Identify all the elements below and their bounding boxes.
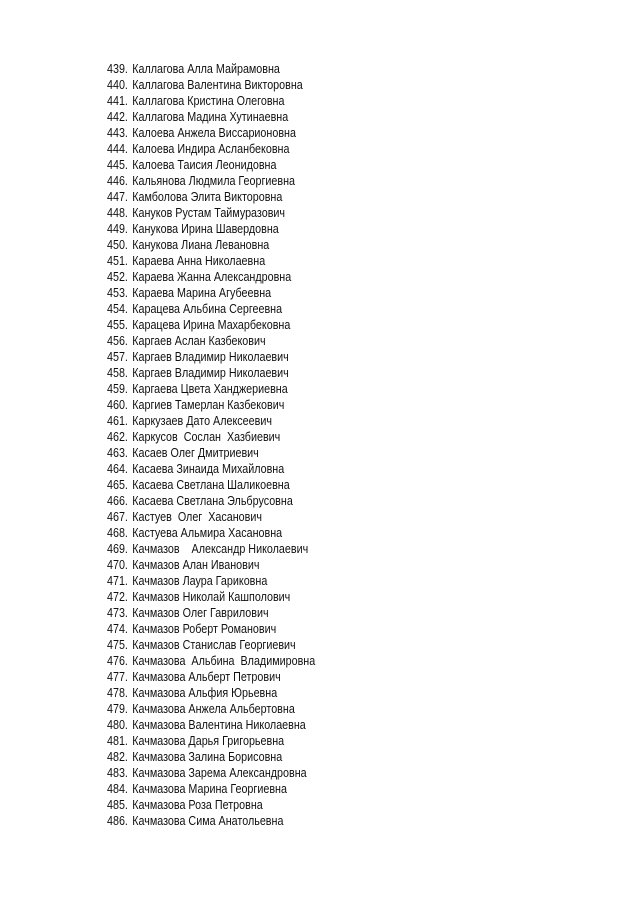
entry-number: 473. — [107, 606, 128, 620]
entry-number: 481. — [107, 734, 128, 748]
entry-full-name: Качмазова Анжела Альбертовна — [132, 702, 295, 716]
entry-number: 462. — [107, 430, 128, 444]
list-item — [107, 413, 315, 429]
list-item — [107, 717, 315, 733]
list-item — [107, 93, 315, 109]
entry-number: 467. — [107, 510, 128, 524]
entry-number: 479. — [107, 702, 128, 716]
entry-full-name: Караева Марина Агубеевна — [132, 286, 272, 300]
entry-full-name: Качмазова Зарема Александровна — [132, 766, 307, 780]
list-item — [107, 397, 315, 413]
list-item — [107, 157, 315, 173]
list-item — [107, 589, 315, 605]
entry-full-name: Кальянова Людмила Георгиевна — [132, 174, 296, 188]
entry-number: 477. — [107, 670, 128, 684]
entry-number: 466. — [107, 494, 128, 508]
entry-full-name: Качмазова Дарья Григорьевна — [132, 734, 285, 748]
entry-full-name: Каргаев Владимир Николаевич — [132, 366, 289, 380]
entry-full-name: Каргаев Владимир Николаевич — [132, 350, 289, 364]
list-item — [107, 285, 315, 301]
entry-number: 439. — [107, 62, 128, 76]
entry-full-name: Качмазова Альберт Петрович — [132, 670, 281, 684]
entry-full-name: Касаев Олег Дмитриевич — [132, 446, 259, 460]
entry-full-name: Калоева Анжела Виссарионовна — [132, 126, 296, 140]
list-item — [107, 109, 315, 125]
entry-number: 456. — [107, 334, 128, 348]
entry-full-name: Каллагова Мадина Хутинаевна — [132, 110, 289, 124]
list-item — [107, 173, 315, 189]
entry-number: 450. — [107, 238, 128, 252]
list-item — [107, 253, 315, 269]
list-item — [107, 509, 315, 525]
entry-number: 449. — [107, 222, 128, 236]
entry-full-name: Качмазов Николай Кашполович — [132, 590, 291, 604]
name-list — [107, 61, 349, 829]
entry-full-name: Качмазова Альбина Владимировна — [132, 654, 316, 668]
entry-full-name: Качмазов Лаура Гариковна — [132, 574, 268, 588]
entry-full-name: Качмазова Альфия Юрьевна — [132, 686, 278, 700]
entry-full-name: Калоева Индира Асланбековна — [132, 142, 290, 156]
list-item — [107, 813, 315, 829]
entry-number: 486. — [107, 814, 128, 828]
entry-full-name: Канукова Лиана Левановна — [132, 238, 270, 252]
entry-full-name: Камболова Элита Викторовна — [132, 190, 283, 204]
list-item — [107, 77, 315, 93]
entry-number: 465. — [107, 478, 128, 492]
entry-full-name: Качмазова Залина Борисовна — [132, 750, 283, 764]
entry-full-name: Касаева Светлана Эльбрусовна — [132, 494, 293, 508]
list-item — [107, 605, 315, 621]
entry-number: 448. — [107, 206, 128, 220]
entry-number: 454. — [107, 302, 128, 316]
entry-full-name: Каллагова Валентина Викторовна — [132, 78, 303, 92]
list-item — [107, 429, 315, 445]
entry-number: 443. — [107, 126, 128, 140]
entry-full-name: Качмазова Роза Петровна — [132, 798, 263, 812]
entry-full-name: Караева Анна Николаевна — [132, 254, 266, 268]
entry-number: 461. — [107, 414, 128, 428]
list-item — [107, 685, 315, 701]
entry-full-name: Каркусов Сослан Хазбиевич — [132, 430, 281, 444]
entry-full-name: Караева Жанна Александровна — [132, 270, 292, 284]
list-item — [107, 141, 315, 157]
entry-number: 468. — [107, 526, 128, 540]
list-item — [107, 573, 315, 589]
entry-number: 444. — [107, 142, 128, 156]
entry-number: 446. — [107, 174, 128, 188]
entry-number: 452. — [107, 270, 128, 284]
entry-number: 478. — [107, 686, 128, 700]
list-item — [107, 61, 315, 77]
entry-number: 482. — [107, 750, 128, 764]
entry-full-name: Карацева Ирина Махарбековна — [132, 318, 291, 332]
entry-number: 464. — [107, 462, 128, 476]
list-item — [107, 125, 315, 141]
entry-number: 453. — [107, 286, 128, 300]
entry-number: 455. — [107, 318, 128, 332]
entry-full-name: Касаева Зинаида Михайловна — [132, 462, 285, 476]
list-item — [107, 205, 315, 221]
entry-full-name: Канукова Ирина Шавердовна — [132, 222, 279, 236]
list-item — [107, 237, 315, 253]
entry-number: 463. — [107, 446, 128, 460]
entry-full-name: Калоева Таисия Леонидовна — [132, 158, 277, 172]
entry-full-name: Кастуева Альмира Хасановна — [132, 526, 283, 540]
entry-full-name: Каргаев Аслан Казбекович — [132, 334, 266, 348]
entry-number: 483. — [107, 766, 128, 780]
entry-number: 460. — [107, 398, 128, 412]
list-item — [107, 189, 315, 205]
entry-full-name: Качмазова Валентина Николаевна — [132, 718, 306, 732]
entry-full-name: Кануков Рустам Таймуразович — [132, 206, 286, 220]
list-item — [107, 301, 315, 317]
entry-full-name: Каргиев Тамерлан Казбекович — [132, 398, 285, 412]
entry-number: 485. — [107, 798, 128, 812]
list-item — [107, 525, 315, 541]
entry-number: 475. — [107, 638, 128, 652]
list-item — [107, 621, 315, 637]
list-item — [107, 733, 315, 749]
entry-full-name: Каллагова Кристина Олеговна — [132, 94, 285, 108]
entry-number: 484. — [107, 782, 128, 796]
entry-number: 459. — [107, 382, 128, 396]
list-item — [107, 765, 315, 781]
list-item — [107, 797, 315, 813]
entry-full-name: Качмазов Станислав Георгиевич — [132, 638, 296, 652]
entry-full-name: Качмазов Олег Гаврилович — [132, 606, 269, 620]
entry-number: 441. — [107, 94, 128, 108]
entry-number: 472. — [107, 590, 128, 604]
list-item — [107, 701, 315, 717]
list-item — [107, 333, 315, 349]
entry-full-name: Каргаева Цвета Ханджериевна — [132, 382, 288, 396]
entry-number: 447. — [107, 190, 128, 204]
entry-full-name: Касаева Светлана Шаликоевна — [132, 478, 290, 492]
entry-number: 469. — [107, 542, 128, 556]
entry-number: 445. — [107, 158, 128, 172]
entry-full-name: Кастуев Олег Хасанович — [132, 510, 262, 524]
entry-number: 457. — [107, 350, 128, 364]
entry-full-name: Качмазова Сима Анатольевна — [132, 814, 284, 828]
list-item — [107, 365, 315, 381]
entry-number: 458. — [107, 366, 128, 380]
list-item — [107, 781, 315, 797]
list-item — [107, 541, 315, 557]
list-item — [107, 637, 315, 653]
entry-number: 442. — [107, 110, 128, 124]
list-item — [107, 269, 315, 285]
list-item — [107, 557, 315, 573]
list-item — [107, 477, 315, 493]
list-item — [107, 445, 315, 461]
list-item — [107, 493, 315, 509]
entry-full-name: Качмазов Алан Иванович — [132, 558, 260, 572]
entry-number: 480. — [107, 718, 128, 732]
entry-full-name: Каркузаев Дато Алексеевич — [132, 414, 272, 428]
list-item — [107, 349, 315, 365]
entry-full-name: Качмазов Александр Николаевич — [132, 542, 309, 556]
list-item — [107, 381, 315, 397]
entry-full-name: Карацева Альбина Сергеевна — [132, 302, 283, 316]
entry-full-name: Качмазов Роберт Романович — [132, 622, 277, 636]
list-item — [107, 653, 315, 669]
list-item — [107, 669, 315, 685]
entry-number: 476. — [107, 654, 128, 668]
list-item — [107, 749, 315, 765]
entry-full-name: Качмазова Марина Георгиевна — [132, 782, 287, 796]
entry-number: 451. — [107, 254, 128, 268]
entry-number: 471. — [107, 574, 128, 588]
entry-full-name: Каллагова Алла Майрамовна — [132, 62, 280, 76]
entry-number: 470. — [107, 558, 128, 572]
entry-number: 474. — [107, 622, 128, 636]
list-item — [107, 221, 315, 237]
list-item — [107, 317, 315, 333]
list-item — [107, 461, 315, 477]
entry-number: 440. — [107, 78, 128, 92]
